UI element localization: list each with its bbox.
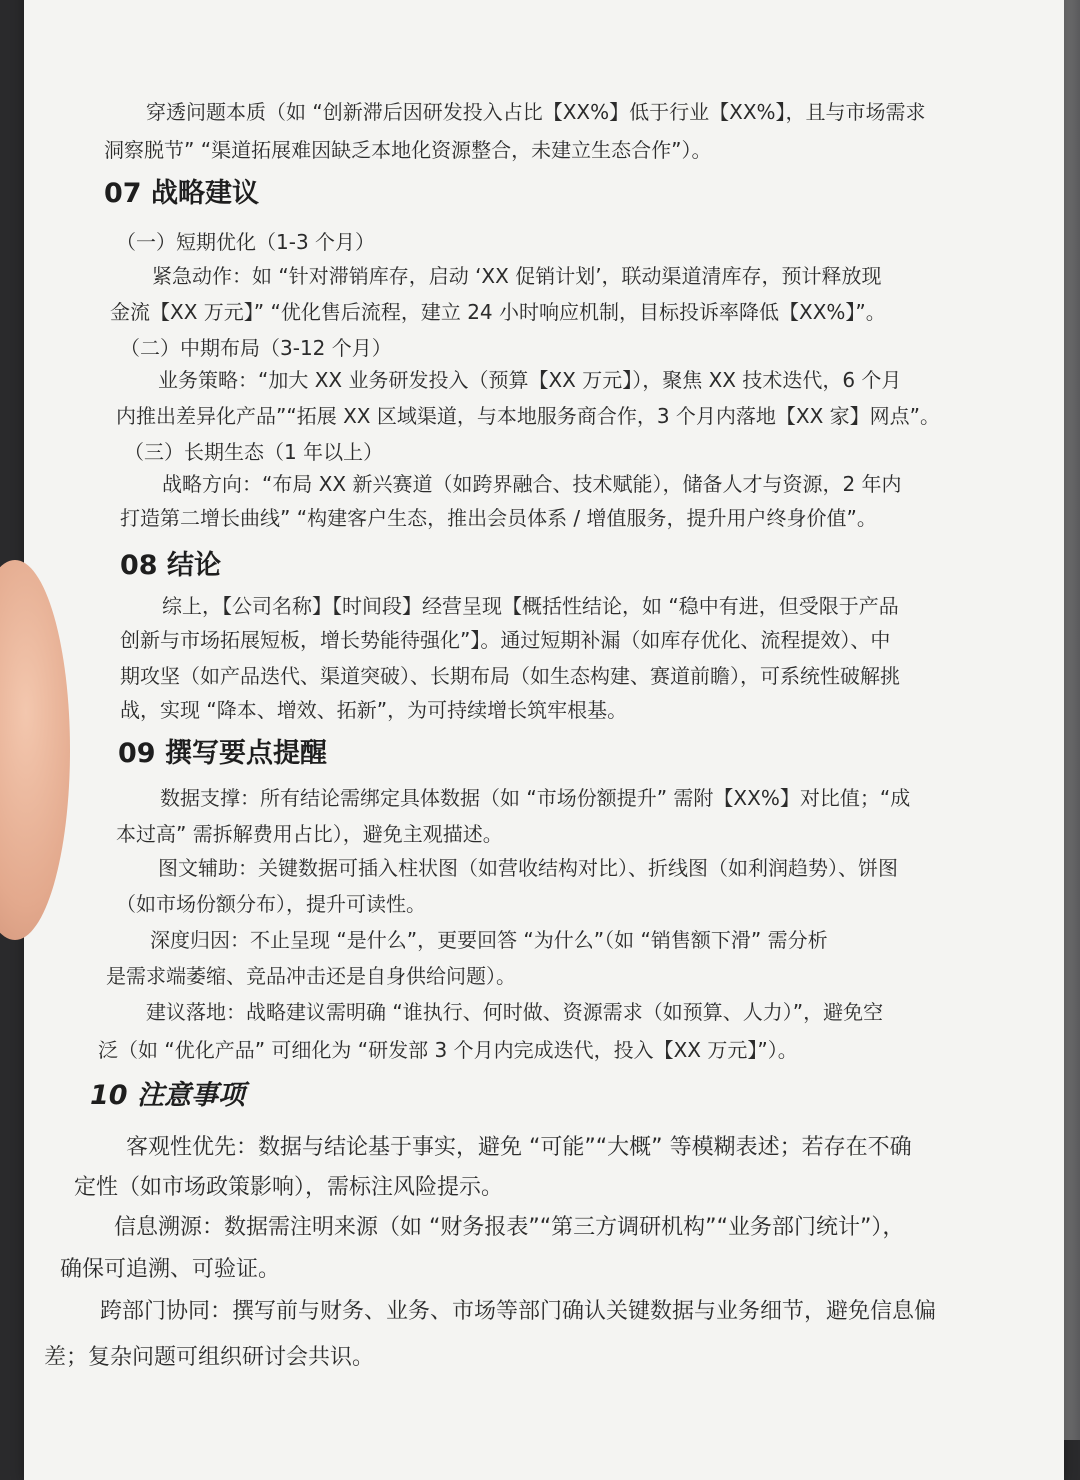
section-10-line-6: 差；复杂问题可组织研讨会共识。 [44, 1345, 375, 1370]
section-09-line-6: 是需求端萎缩、竞品冲击还是自身供给问题）。 [106, 964, 516, 988]
section-07-sub-3: （三）长期生态（1 年以上） [124, 440, 384, 464]
section-09-heading: 09 撰写要点提醒 [118, 738, 327, 769]
section-08-heading: 08 结论 [120, 550, 221, 581]
section-07-heading: 07 战略建议 [104, 178, 259, 209]
section-10-line-5: 跨部门协同：撰写前与财务、业务、市场等部门确认关键数据与业务细节，避免信息偏 [100, 1299, 937, 1324]
section-07-p3-line-1: 战略方向：“布局 XX 新兴赛道（如跨界融合、技术赋能），储备人才与资源，2 年内 [162, 472, 902, 496]
section-09-line-1: 数据支撑：所有结论需绑定具体数据（如 “市场份额提升” 需附【XX%】对比值；“成 [160, 786, 911, 810]
section-08-line-1: 综上，【公司名称】【时间段】经营呈现【概括性结论，如 “稳中有进，但受限于产品 [162, 594, 899, 618]
section-07-p3-line-2: 打造第二增长曲线” “构建客户生态，推出会员体系 / 增值服务，提升用户终身价值”。 [120, 506, 877, 530]
section-07-p2-line-1: 业务策略：“加大 XX 业务研发投入（预算【XX 万元】），聚焦 XX 技术迭代，6 个月 [158, 368, 902, 392]
section-08-line-2: 创新与市场拓展短板，增长势能待强化”】。通过短期补漏（如库存优化、流程提效）、中 [120, 628, 891, 652]
section-10-line-2: 定性（如市场政策影响），需标注风险提示。 [74, 1175, 504, 1200]
section-07-sub-2: （二）中期布局（3-12 个月） [120, 336, 392, 360]
section-08-line-3: 期攻坚（如产品迭代、渠道突破）、长期布局（如生态构建、赛道前瞻），可系统性破解挑 [120, 664, 900, 688]
section-07-p2-line-2: 内推出差异化产品”“拓展 XX 区域渠道，与本地服务商合作，3 个月内落地【XX 家】网点”。 [116, 404, 941, 428]
intro-line-2: 洞察脱节” “渠道拓展难因缺乏本地化资源整合，未建立生态合作”）。 [104, 138, 712, 162]
section-09-line-8: 泛（如 “优化产品” 可细化为 “研发部 3 个月内完成迭代，投入【XX 万元】”）。 [98, 1038, 798, 1062]
section-09-line-5: 深度归因：不止呈现 “是什么”，更要回答 “为什么”（如 “销售额下滑” 需分析 [150, 928, 828, 952]
section-09-line-4: （如市场份额分布），提升可读性。 [116, 892, 426, 916]
section-09-line-3: 图文辅助：关键数据可插入柱状图（如营收结构对比）、折线图（如利润趋势）、饼图 [158, 856, 898, 880]
section-07-p1-line-2: 金流【XX 万元】” “优化售后流程，建立 24 小时响应机制，目标投诉率降低【XX%】”。 [110, 300, 886, 324]
section-10-line-1: 客观性优先：数据与结论基于事实，避免 “可能”“大概” 等模糊表述；若存在不确 [126, 1135, 912, 1160]
section-10-heading: 10 注意事项 [90, 1080, 245, 1111]
section-09-line-2: 本过高” 需拆解费用占比），避免主观描述。 [116, 822, 503, 846]
section-07-sub-1: （一）短期优化（1-3 个月） [116, 230, 376, 254]
section-09-line-7: 建议落地：战略建议需明确 “谁执行、何时做、资源需求（如预算、人力）”，避免空 [146, 1000, 884, 1024]
section-10-line-3: 信息溯源：数据需注明来源（如 “财务报表”“第三方调研机构”“业务部门统计”）， [114, 1215, 905, 1240]
section-07-p1-line-1: 紧急动作：如 “针对滞销库存，启动 ‘XX 促销计划’，联动渠道清库存，预计释放现 [152, 264, 882, 288]
intro-line-1: 穿透问题本质（如 “创新滞后因研发投入占比【XX%】低于行业【XX%】，且与市场需求 [146, 100, 926, 124]
section-08-line-4: 战，实现 “降本、增效、拓新”，为可持续增长筑牢根基。 [120, 698, 628, 722]
section-10-line-4: 确保可追溯、可验证。 [60, 1257, 281, 1282]
